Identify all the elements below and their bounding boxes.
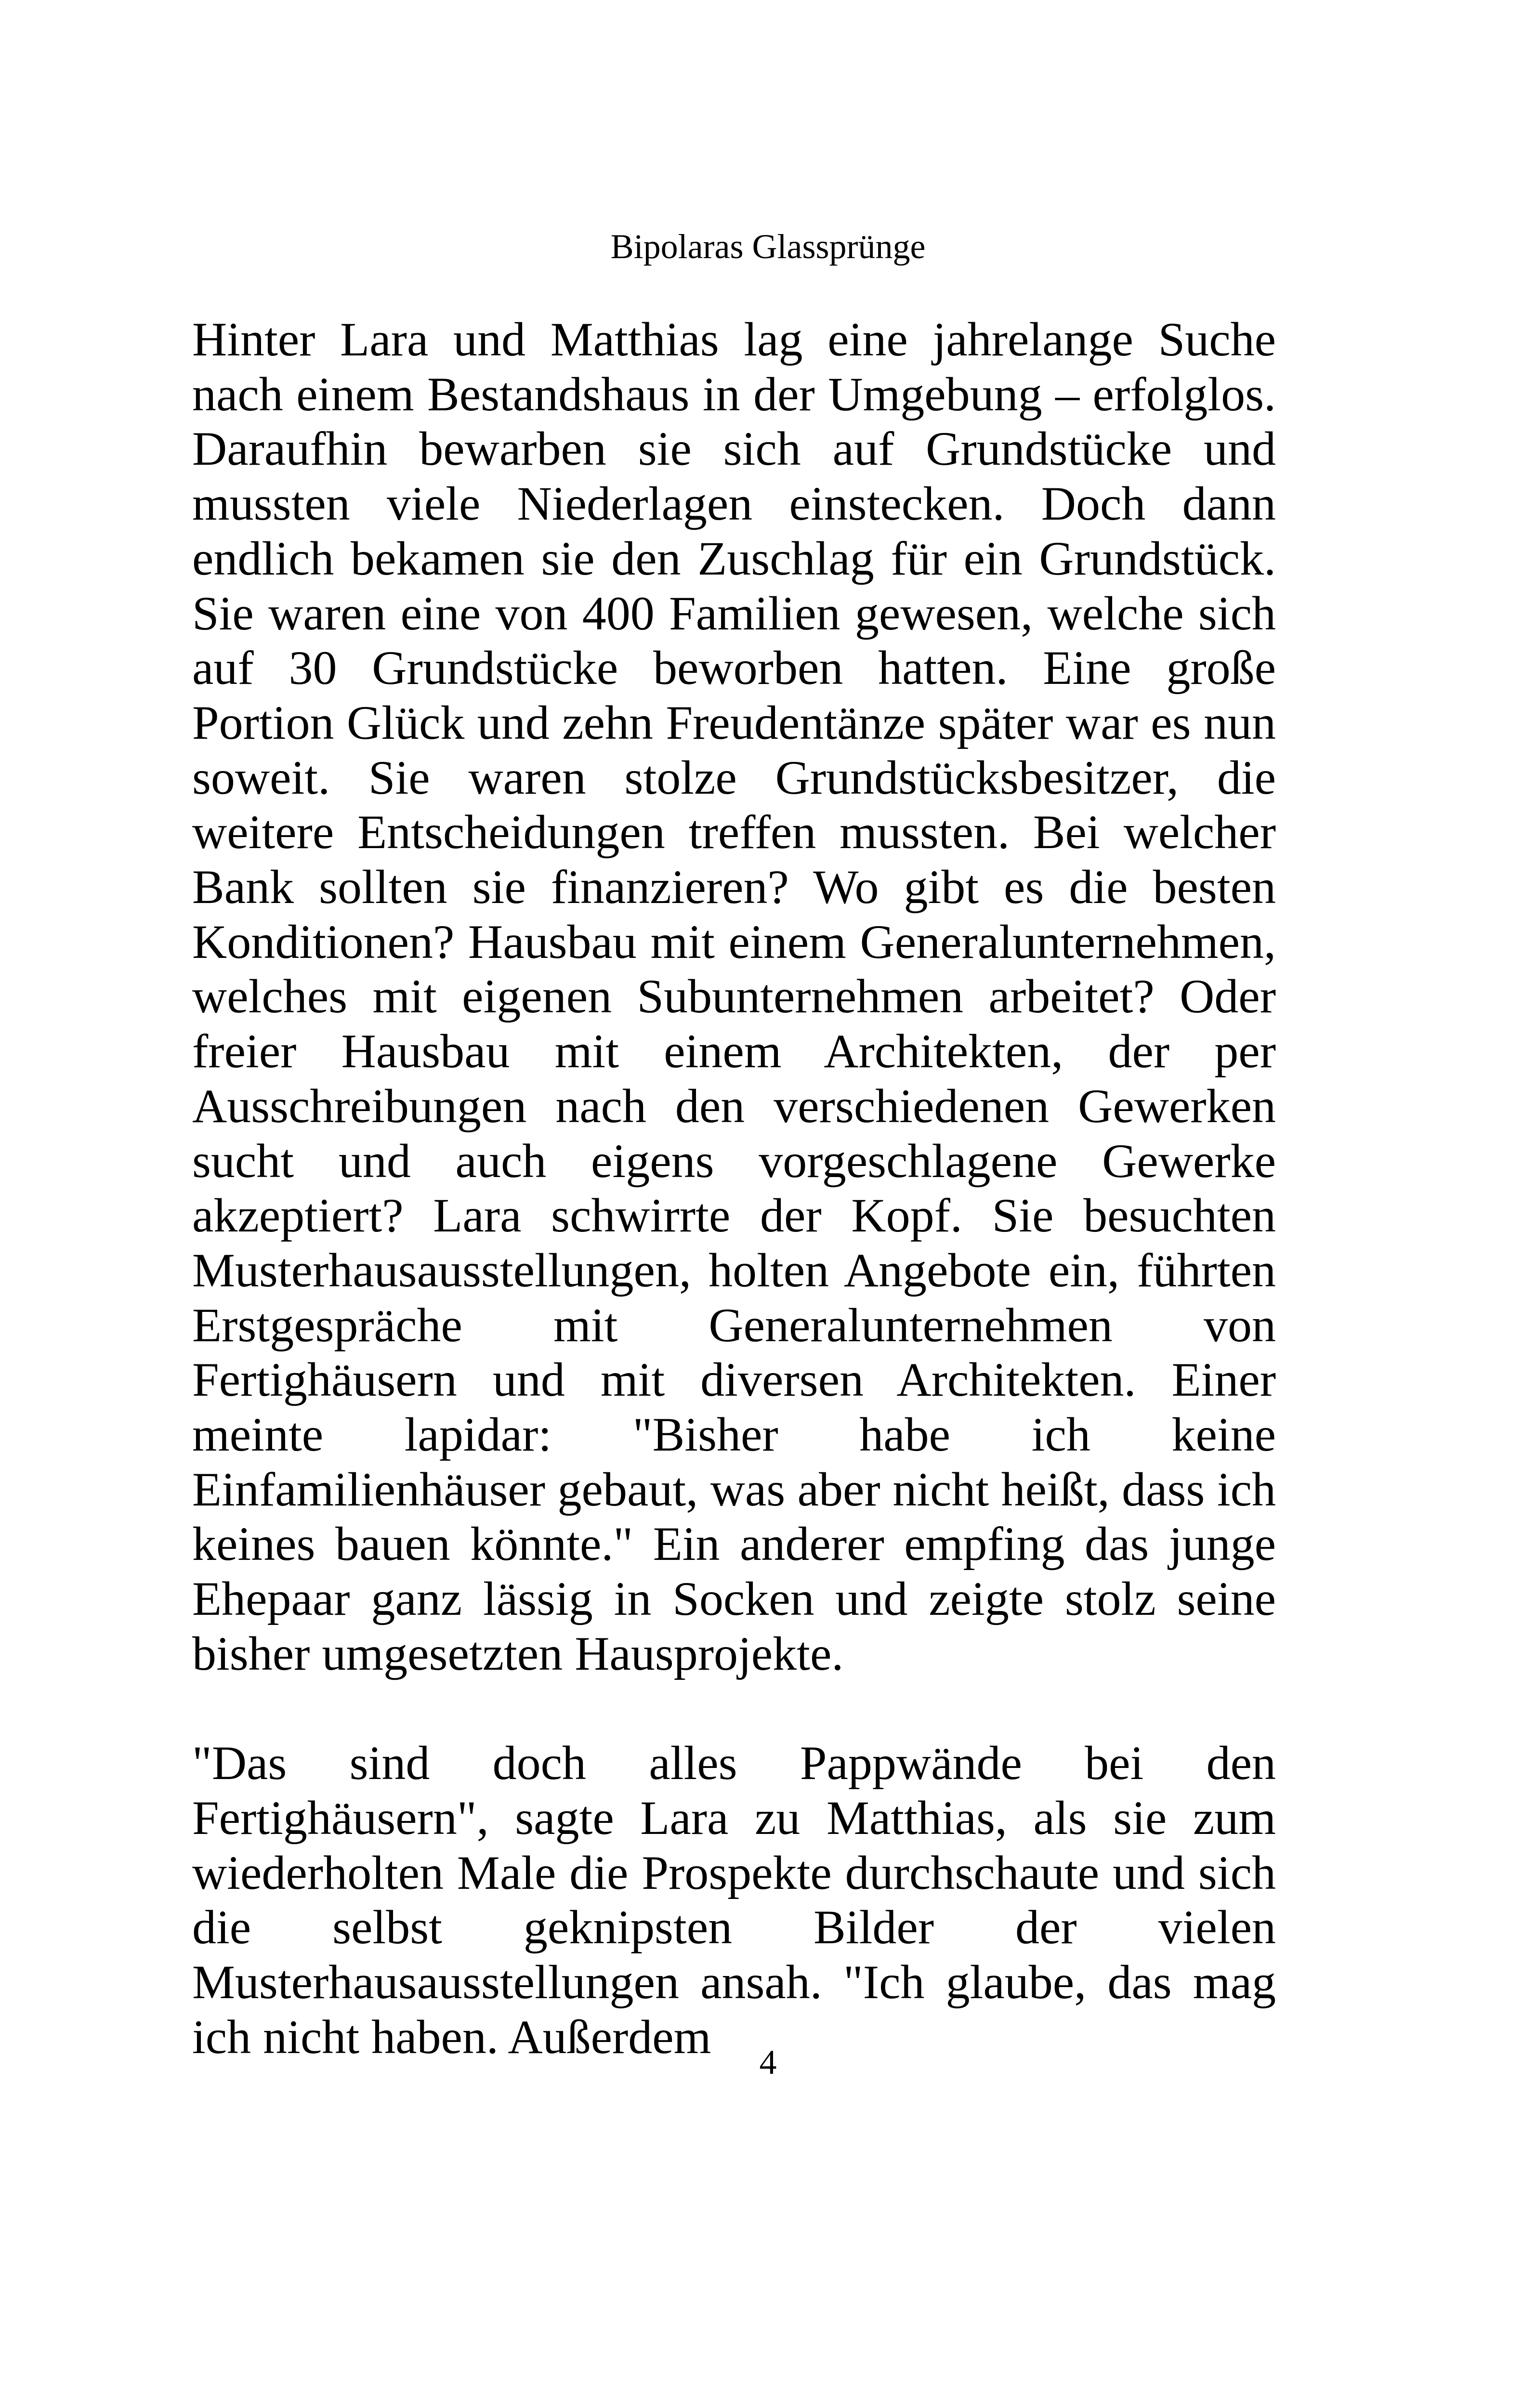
page-number: 4 [759,2043,777,2081]
paragraph: "Das sind doch alles Pappwände bei den Fertighäusern", sagte Lara zu Matthias, als sie zum wiederholten Male die Prospekte durchschaute und sich die selbst geknipsten Bilder der vielen Musterhausausstellungen ansah. "Ich glaube, das mag ich nicht haben. Außerdem [192,1736,1276,2064]
paragraph: Hinter Lara und Matthias lag eine jahrelange Suche nach einem Bestandshaus in der Umgebung – erfolglos. Daraufhin bewarben sie sich auf Grundstücke und mussten viele Niederlagen einstecken. Doch dann endlich bekamen sie den Zuschlag für ein Grundstück. Sie waren eine von 400 Familien gewesen, welche sich auf 30 Grundstücke beworben hatten. Eine große Portion Glück und zehn Freudentänze später war es nun soweit. Sie waren stolze Grundstücksbesitzer, die weitere Entscheidungen treffen mussten. Bei welcher Bank sollten sie finanzieren? Wo gibt es die besten Konditionen? Hausbau mit einem Generalunternehmen, welches mit eigenen Subunternehmen arbeitet? Oder freier Hausbau mit einem Architekten, der per Ausschreibungen nach den verschiedenen Gewerken sucht und auch eigens vorgeschlagene Gewerke akzeptiert? Lara schwirrte der Kopf. Sie besuchten Musterhausausstellungen, holten Angebote ein, führten Erstgespräche mit Generalunternehmen von Fertighäusern und mit diversen Architekten. Einer meinte lapidar: "Bisher habe ich keine Einfamilienhäuser gebaut, was aber nicht heißt, dass ich keines bauen könnte." Ein anderer empfing das junge Ehepaar ganz lässig in Socken und zeigte stolz seine bisher umgesetzten Hausprojekte. [192,313,1276,1680]
body-text [192,312,1276,2064]
running-header: Bipolaras Glassprünge [610,227,926,266]
